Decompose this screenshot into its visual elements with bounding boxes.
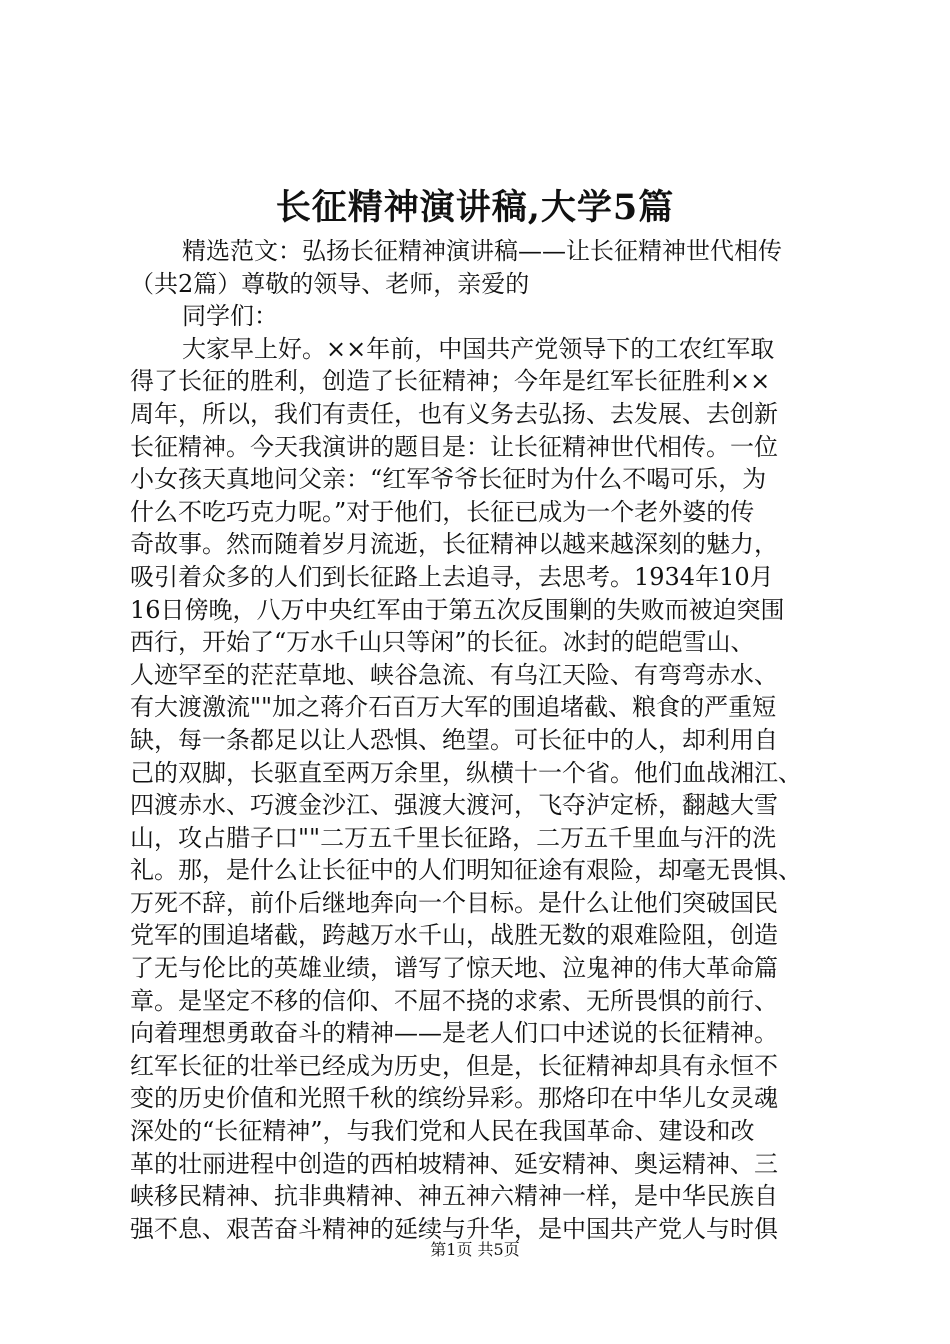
text-line: 峡移民精神、抗非典精神、神五神六精神一样，是中华民族自: [130, 1182, 778, 1211]
text-line: 红军长征的壮举已经成为历史，但是，长征精神却具有永恒不: [130, 1051, 778, 1080]
text-line: 四渡赤水、巧渡金沙江、强渡大渡河，飞夺泸定桥，翻越大雪: [130, 791, 778, 820]
text-line: 同学们：: [182, 302, 278, 331]
text-line: 精选范文：弘扬长征精神演讲稿——让长征精神世代相传: [182, 237, 782, 265]
document-title: 长征精神演讲稿,大学5篇: [275, 187, 675, 228]
text-line: 万死不辞，前仆后继地奔向一个目标。是什么让他们突破国民: [130, 888, 778, 917]
text-line: 大家早上好。××年前，中国共产党领导下的工农红军取: [182, 334, 775, 363]
page-number-footer: 第1页 共5页: [430, 1240, 520, 1259]
text-line: 深处的“长征精神”，与我们党和人民在我国革命、建设和改: [130, 1117, 755, 1146]
text-line: 周年，所以，我们有责任，也有义务去弘扬、去发展、去创新: [130, 399, 778, 428]
text-line: 党军的围追堵截，跨越万水千山，战胜无数的艰难险阻，创造: [130, 921, 778, 950]
text-line: 章。是坚定不移的信仰、不屈不挠的求索、无所畏惧的前行、: [130, 986, 778, 1015]
text-line: 西行，开始了“万水千山只等闲”的长征。冰封的皑皑雪山、: [130, 628, 755, 657]
text-line: 16日傍晚，八万中央红军由于第五次反围剿的失败而被迫突围: [130, 595, 785, 624]
text-line: 礼。那，是什么让长征中的人们明知征途有艰险，却毫无畏惧、: [130, 856, 802, 885]
text-line: 得了长征的胜利，创造了长征精神；今年是红军长征胜利××: [130, 367, 771, 396]
text-line: 什么不吃巧克力呢。”对于他们，长征已成为一个老外婆的传: [130, 497, 755, 526]
text-line: （共2篇）尊敬的领导、老师，亲爱的: [130, 269, 530, 298]
document-body: [130, 235, 830, 1245]
text-line: 吸引着众多的人们到长征路上去追寻，去思考。1934年10月: [130, 562, 774, 591]
text-line: 山，攻占腊子口""二万五千里长征路，二万五千里血与汗的洗: [130, 823, 777, 852]
text-line: 奇故事。然而随着岁月流逝，长征精神以越来越深刻的魅力，: [130, 530, 778, 559]
text-line: 己的双脚，长驱直至两万余里，纵横十一个省。他们血战湘江、: [130, 758, 802, 787]
text-line: 了无与伦比的英雄业绩，谱写了惊天地、泣鬼神的伟大革命篇: [130, 954, 778, 983]
text-line: 小女孩天真地问父亲：“红军爷爷长征时为什么不喝可乐，为: [130, 465, 767, 494]
text-line: 强不息、艰苦奋斗精神的延续与升华，是中国共产党人与时俱: [130, 1214, 778, 1243]
text-line: 向着理想勇敢奋斗的精神——是老人们口中述说的长征精神。: [130, 1019, 778, 1048]
text-line: 变的历史价值和光照千秋的缤纷异彩。那烙印在中华儿女灵魂: [130, 1084, 778, 1113]
text-line: 人迹罕至的茫茫草地、峡谷急流、有乌江天险、有弯弯赤水、: [130, 660, 778, 689]
text-line: 革的壮丽进程中创造的西柏坡精神、延安精神、奥运精神、三: [130, 1149, 778, 1178]
text-line: 缺，每一条都足以让人恐惧、绝望。可长征中的人，却利用自: [130, 725, 778, 754]
text-line: 有大渡激流""加之蒋介石百万大军的围追堵截、粮食的严重短: [130, 693, 777, 722]
text-line: 长征精神。今天我演讲的题目是：让长征精神世代相传。一位: [130, 432, 778, 461]
